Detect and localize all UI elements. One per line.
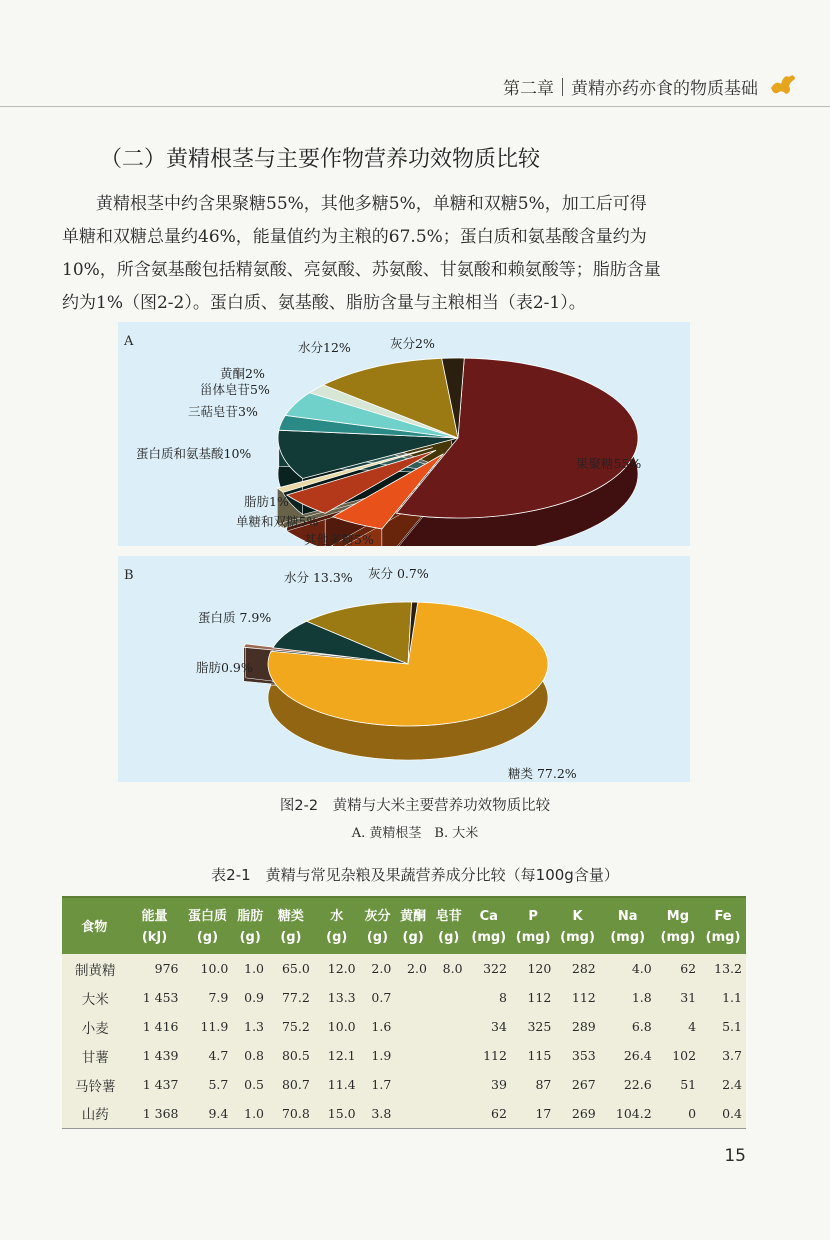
value-cell: 1 453	[142, 990, 179, 1005]
value-cell: 34	[491, 1019, 507, 1034]
value-cell: 80.5	[281, 1048, 310, 1063]
value-cell	[395, 1070, 431, 1099]
column-header: Mg (mg)	[660, 909, 696, 945]
table-row	[62, 1041, 746, 1070]
value-cell: 26.4	[623, 1048, 652, 1063]
value-cell: 3.8	[371, 1105, 392, 1121]
value-cell: 10.0	[327, 1019, 356, 1034]
value-cell	[431, 983, 467, 1012]
body-paragraph	[62, 188, 750, 320]
value-cell: 8.0	[442, 961, 463, 976]
paragraph-line: 约为1%（图2-2）。蛋白质、氨基酸、脂肪含量与主粮相当（表2-1）。	[62, 293, 586, 313]
section-title: （二）黄精根茎与主要作物营养功效物质比较	[100, 147, 541, 172]
value-cell: 22.6	[623, 1077, 652, 1092]
column-header: 能量 (kJ)	[141, 909, 168, 945]
table-row	[62, 1099, 746, 1128]
value-cell: 31	[680, 990, 697, 1005]
value-cell: 17	[535, 1105, 552, 1121]
pie-chart-b-panel	[118, 556, 690, 782]
chapter-label: 第二章	[503, 79, 554, 99]
value-cell	[395, 1041, 431, 1070]
value-cell: 353	[571, 1048, 596, 1063]
column-header: 食物	[81, 919, 108, 935]
chapter-title: 黄精亦药亦食的物质基础	[571, 79, 758, 99]
slice-label-triterpene-saponin: 三萜皂苷3%	[188, 404, 258, 419]
value-cell: 11.4	[327, 1077, 356, 1092]
paragraph-line: 10%，所含氨基酸包括精氨酸、亮氨酸、苏氨酸、甘氨酸和赖氨酸等；脂肪含量	[62, 260, 661, 280]
slice-label-protein: 蛋白质 7.9%	[198, 610, 272, 625]
value-cell: 282	[571, 961, 596, 976]
table-title: 表2-1 黄精与常见杂粮及果蔬营养成分比较（每100g含量）	[211, 866, 619, 884]
column-header: Fe (mg)	[705, 909, 741, 945]
value-cell: 6.8	[631, 1019, 652, 1034]
slice-label-flavone: 黄酮2%	[220, 366, 265, 381]
value-cell: 3.7	[722, 1048, 742, 1063]
slice-label-carbohydrate: 糖类 77.2%	[508, 766, 577, 781]
slice-label-water: 水分 13.3%	[284, 570, 353, 585]
value-cell: 13.3	[327, 990, 356, 1005]
value-cell	[395, 983, 431, 1012]
value-cell: 120	[527, 961, 552, 976]
value-cell	[431, 1041, 467, 1070]
value-cell: 1.0	[244, 1105, 265, 1121]
column-header: 糖类 (g)	[277, 909, 304, 945]
table-header-row	[62, 898, 746, 954]
pie-chart-a	[118, 322, 690, 546]
value-cell: 325	[527, 1019, 552, 1034]
value-cell: 77.2	[281, 990, 310, 1005]
value-cell: 2.0	[407, 961, 427, 976]
paragraph-line: 黄精根茎中约含果聚糖55%，其他多糖5%，单糖和双糖5%，加工后可得	[96, 194, 647, 214]
food-name-cell: 甘薯	[81, 1049, 109, 1066]
page-number: 15	[724, 1146, 746, 1166]
value-cell: 11.9	[200, 1019, 229, 1034]
slice-label-fat: 脂肪0.9%	[196, 660, 253, 675]
ginger-root-icon	[768, 70, 798, 98]
column-header: 脂肪 (g)	[237, 909, 264, 945]
value-cell: 12.1	[327, 1048, 356, 1063]
value-cell: 115	[527, 1048, 552, 1063]
value-cell: 70.8	[281, 1105, 310, 1121]
value-cell	[431, 1070, 467, 1099]
value-cell: 5.7	[208, 1077, 229, 1092]
value-cell: 0.4	[722, 1105, 742, 1121]
value-cell: 39	[491, 1077, 507, 1092]
column-header: 水 (g)	[326, 909, 348, 945]
value-cell: 1.0	[244, 961, 265, 976]
value-cell: 1 437	[142, 1077, 179, 1092]
slice-label-protein: 蛋白质和氨基酸10%	[136, 446, 252, 461]
value-cell: 112	[571, 990, 596, 1005]
table-row	[62, 954, 746, 983]
value-cell: 0.9	[244, 990, 265, 1005]
slice-label-fat: 脂肪1%	[244, 494, 289, 509]
slice-label-ash: 灰分 0.7%	[368, 566, 429, 581]
value-cell: 4.7	[208, 1048, 229, 1063]
value-cell: 322	[483, 961, 507, 976]
value-cell	[395, 1012, 431, 1041]
value-cell: 13.2	[714, 961, 742, 976]
column-header: Ca (mg)	[471, 909, 507, 945]
column-header: 蛋白质 (g)	[187, 909, 227, 945]
value-cell: 9.4	[208, 1105, 229, 1121]
value-cell: 51	[680, 1077, 697, 1092]
value-cell: 112	[527, 990, 552, 1005]
value-cell: 1 439	[142, 1048, 179, 1063]
food-name-cell: 马铃薯	[75, 1078, 116, 1095]
column-header: K (mg)	[560, 909, 595, 945]
panel-letter-b: B	[124, 568, 134, 583]
value-cell: 62	[680, 961, 697, 976]
column-header: 皂苷 (g)	[435, 909, 462, 945]
slice-label-fructan: 果聚糖55%	[576, 456, 642, 471]
value-cell: 4.0	[631, 961, 652, 976]
value-cell: 0.8	[244, 1048, 265, 1063]
slice-label-mono-disaccharides: 单糖和双糖5%	[236, 514, 319, 529]
value-cell: 269	[571, 1105, 596, 1121]
value-cell: 1.8	[631, 990, 652, 1005]
value-cell: 80.7	[281, 1077, 310, 1092]
value-cell: 62	[491, 1105, 507, 1121]
value-cell: 112	[483, 1048, 507, 1063]
slice-label-steroid-saponin: 甾体皂苷5%	[200, 382, 270, 397]
value-cell: 0	[688, 1105, 697, 1121]
value-cell: 976	[154, 961, 179, 976]
table-row	[62, 983, 746, 1012]
value-cell: 4	[688, 1019, 697, 1034]
value-cell: 1.6	[371, 1019, 392, 1034]
value-cell: 5.1	[722, 1019, 742, 1034]
column-header: 黄酮 (g)	[400, 909, 427, 945]
value-cell: 1 416	[142, 1019, 179, 1034]
value-cell: 15.0	[327, 1105, 356, 1121]
value-cell: 0.7	[371, 990, 392, 1005]
value-cell: 289	[571, 1019, 596, 1034]
paragraph-line: 单糖和双糖总量约46%，能量值约为主粮的67.5%；蛋白质和氨基酸含量约为	[62, 227, 647, 247]
nutrition-table	[62, 896, 746, 1129]
column-header: Na (mg)	[610, 909, 646, 945]
food-name-cell: 大米	[81, 991, 109, 1008]
panel-letter-a: A	[124, 334, 134, 349]
figure-caption: 图2-2 黄精与大米主要营养功效物质比较	[279, 798, 551, 814]
value-cell	[431, 1012, 467, 1041]
slice-label-ash: 灰分2%	[390, 336, 435, 351]
value-cell: 1 368	[142, 1105, 179, 1121]
value-cell: 1.9	[371, 1048, 392, 1063]
figure-subcaption: A. 黄精根茎 B. 大米	[351, 826, 479, 841]
value-cell: 65.0	[281, 961, 310, 976]
value-cell: 2.4	[722, 1077, 742, 1092]
column-header: 灰分 (g)	[364, 909, 391, 945]
slice-label-water: 水分12%	[298, 340, 351, 355]
header-rule	[0, 106, 830, 107]
value-cell: 104.2	[615, 1105, 652, 1121]
pie-chart-a-panel	[118, 322, 690, 546]
value-cell: 8	[499, 990, 507, 1005]
value-cell: 1.3	[244, 1019, 265, 1034]
slice-label-other-polysaccharides: 其他多糖5%	[304, 532, 374, 547]
table-row	[62, 1070, 746, 1099]
value-cell	[431, 1099, 467, 1128]
value-cell: 87	[535, 1077, 552, 1092]
table-row	[62, 1012, 746, 1041]
value-cell: 7.9	[208, 990, 229, 1005]
divider	[562, 78, 563, 96]
value-cell: 267	[571, 1077, 596, 1092]
value-cell: 0.5	[244, 1077, 265, 1092]
value-cell	[395, 1099, 431, 1128]
food-name-cell: 制黄精	[75, 962, 116, 979]
value-cell: 102	[672, 1048, 697, 1063]
food-name-cell: 小麦	[81, 1020, 109, 1037]
value-cell: 1.1	[722, 990, 742, 1005]
value-cell: 1.7	[371, 1077, 392, 1092]
value-cell: 75.2	[281, 1019, 310, 1034]
running-head	[503, 74, 758, 99]
food-name-cell: 山药	[81, 1107, 109, 1124]
value-cell: 10.0	[200, 961, 229, 976]
column-header: P (mg)	[515, 909, 551, 945]
value-cell: 12.0	[327, 961, 356, 976]
value-cell: 2.0	[371, 961, 392, 976]
